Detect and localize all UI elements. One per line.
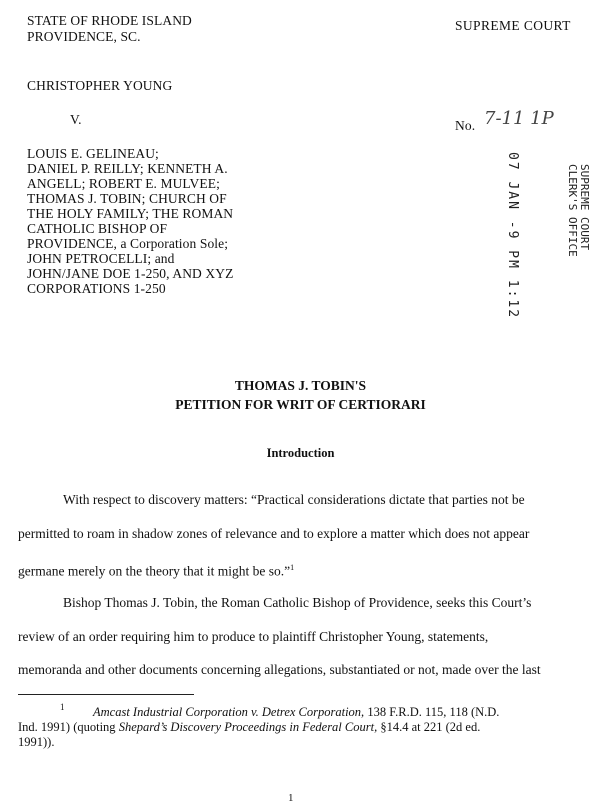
body-line: With respect to discovery matters: “Practical considerations dictate that parties not be [63,492,525,507]
defendant-line: ANGELL; ROBERT E. MULVEE; [27,176,220,191]
defendant-line: PROVIDENCE, a Corporation Sole; [27,236,229,251]
footnote-line [18,720,480,735]
body-line: memoranda and other documents concerning allegations, substantiated or not, made over the last [18,662,541,677]
stamp-office-line: CLERK'S OFFICE [566,164,579,257]
versus-label: V. [70,112,82,127]
body-line [18,560,294,580]
defendant-line: JOHN/JANE DOE 1-250, AND XYZ [27,266,234,281]
footnote-cite: 138 F.R.D. 115, 118 (N.D. [364,705,500,719]
footnote-case-name: Amcast Industrial Corporation v. Detrex Corporation, [93,705,365,719]
defendant-line: CATHOLIC BISHOP OF [27,221,168,236]
footnote-source: Shepard’s Discovery Proceedings in Federal Court, [118,720,378,734]
defendant-line: JOHN PETROCELLI; and [27,251,175,266]
defendant-line: LOUIS E. GELINEAU; [27,146,159,161]
defendant-line: THE HOLY FAMILY; THE ROMAN [27,206,234,221]
footnote-text: Ind. 1991) (quoting [18,720,119,734]
footnote-separator [18,694,194,695]
body-line: review of an order requiring him to produce to plaintiff Christopher Young, statements, [18,629,489,644]
footnote-reference[interactable]: 1 [290,563,295,572]
body-text: germane merely on the theory that it might be so.” [18,563,291,579]
document-title-line1: THOMAS J. TOBIN'S [234,378,367,393]
defendant-line: THOMAS J. TOBIN; CHURCH OF [27,191,227,206]
stamp-office-line: SUPREME COURT [578,164,591,251]
footnote-line [93,705,499,720]
document-title-line2: PETITION FOR WRIT OF CERTIORARI [175,397,426,412]
filing-date-stamp: 07 JAN -9 PM 1:12 [505,152,520,320]
page-number: 1 [288,792,294,804]
section-heading: Introduction [266,446,335,460]
footnote-line: 1991)). [18,735,55,749]
defendant-line: DANIEL P. REILLY; KENNETH A. [27,161,228,176]
county-name: PROVIDENCE, SC. [27,29,141,44]
court-name: SUPREME COURT [455,18,571,33]
case-number-handwritten: 7-11 1P [484,108,554,129]
body-line: permitted to roam in shadow zones of relevance and to explore a matter which does not appear [18,526,530,541]
footnote-text: §14.4 at 221 (2d ed. [377,720,481,734]
body-line: Bishop Thomas J. Tobin, the Roman Catholic Bishop of Providence, seeks this Court’s [63,595,532,610]
footnote-number: 1 [60,702,65,712]
plaintiff-name: CHRISTOPHER YOUNG [27,78,173,93]
case-number-label: No. [455,118,476,133]
defendants-list [27,146,233,296]
defendant-line: CORPORATIONS 1-250 [27,281,166,296]
clerk-office-stamp [566,164,590,257]
state-name: STATE OF RHODE ISLAND [27,13,192,28]
